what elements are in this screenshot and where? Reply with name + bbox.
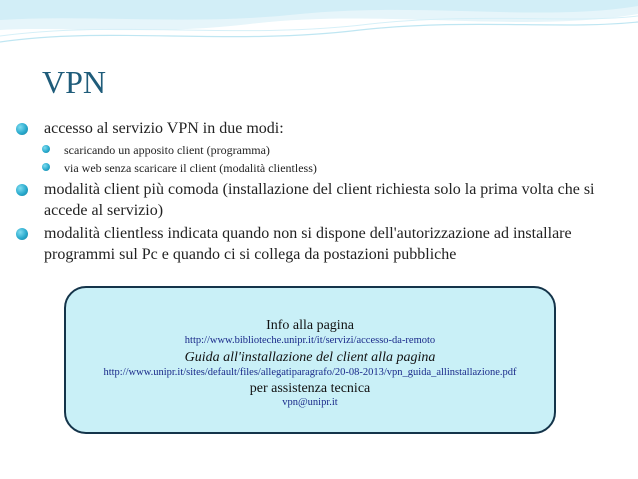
sub-list-item: [40, 141, 614, 159]
guide-label: Guida all'installazione del client alla pagina: [184, 350, 436, 365]
bullet-icon: [42, 145, 50, 153]
bullet-icon: [42, 163, 50, 171]
support-label: per assistenza tecnica: [249, 381, 371, 396]
list-item: [14, 223, 614, 265]
info-box: [64, 286, 556, 434]
list-item: [14, 179, 614, 221]
bullet-list: [14, 118, 614, 272]
installation-guide-link[interactable]: http://www.unipr.it/sites/default/files/allegatiparagrafo/20-08-2013/vpn_guida_allinstallazione.pdf: [103, 367, 517, 378]
list-item: [14, 118, 614, 177]
wave-decoration: [0, 0, 638, 60]
sub-bullet-list: [44, 141, 614, 177]
slide-title: VPN: [42, 64, 107, 100]
bullet-icon: [16, 184, 28, 196]
list-item-text: modalità clientless indicata quando non si dispone dell'autorizzazione ad installare programmi sul Pc e quando ci si collega da postazioni pubbliche: [44, 225, 572, 263]
bullet-icon: [16, 123, 28, 135]
sub-list-item-text: scaricando un apposito client (programma): [64, 143, 270, 157]
list-item-text: accesso al servizio VPN in due modi:: [44, 120, 284, 137]
sub-list-item: [40, 159, 614, 177]
list-item-text: modalità client più comoda (installazione del client richiesta solo la prima volta che si accede al servizio): [44, 181, 595, 219]
sub-list-item-text: via web senza scaricare il client (modalità clientless): [64, 161, 317, 175]
support-email-link[interactable]: vpn@unipr.it: [282, 397, 338, 408]
remote-access-link[interactable]: http://www.biblioteche.unipr.it/it/servizi/accesso-da-remoto: [184, 335, 436, 346]
bullet-icon: [16, 228, 28, 240]
info-title: Info alla pagina: [266, 318, 354, 333]
